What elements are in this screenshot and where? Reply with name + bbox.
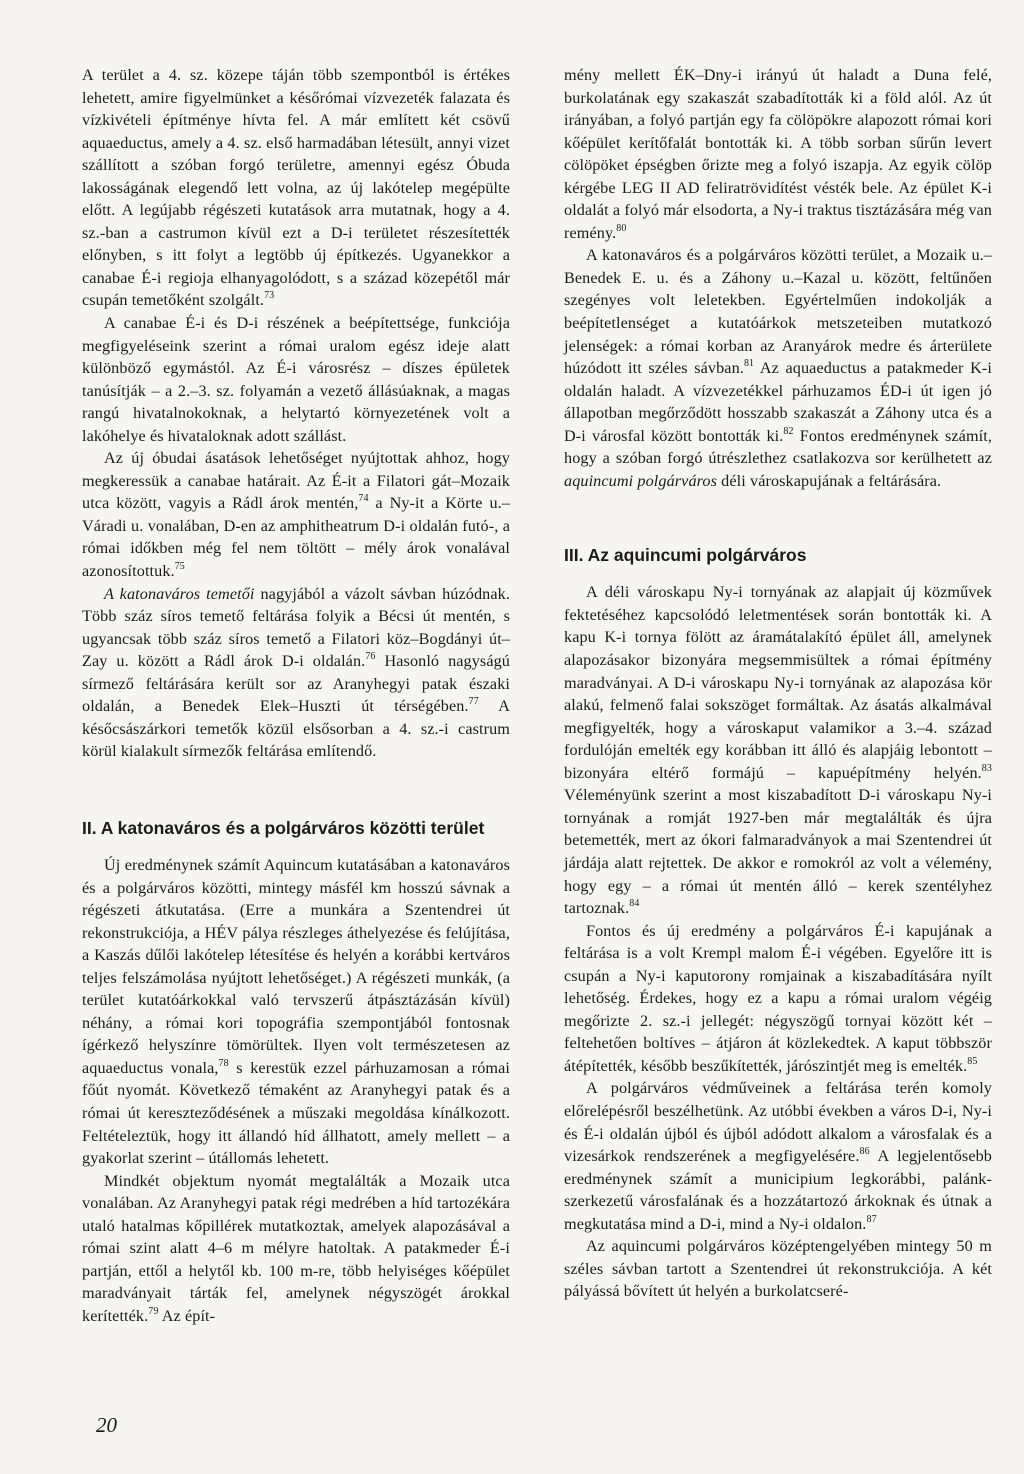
- footnote-ref: 85: [967, 1055, 978, 1067]
- footnote-ref: 76: [365, 651, 376, 663]
- paragraph: A terület a 4. sz. közepe táján több szempontból is értékes lehetett, amire figyelmünket a későrómai vízvezeték falazata és vízkivételi építménye hívta fel. A már említett két csövű aquaeductus, amely a 4. sz. első harmadában létesült, annyi vizet szállított a szóban forgó területre, amennyi egész Óbuda lakosságának elegendő lett volna, az új lakótelep megépülte előtt. A legújabb régészeti kutatások arra mutatnak, hogy a 4. sz.-ban a castrumon kívül ezt a D-i területet részesítették előnyben, s itt folyt a legtöbb új építkezés. Ugyanekkor a canabae É-i regioja elhanyagolódott, s a század közepétől már csupán temetőként szolgált.$^{73}$: [82, 66, 510, 310]
- paragraph: Az aquincumi polgárváros középtengelyében mintegy 50 m széles sávban tartott a Szentendrei út rekonstrukciója. A két pályássá bővített út helyén a burkolatcseré-: [564, 1237, 992, 1301]
- page-number: 20: [96, 1413, 117, 1437]
- section-heading: II. A katonaváros és a polgárváros közötti terület: [82, 817, 485, 838]
- footnote-ref: 82: [783, 425, 794, 437]
- paragraph: A canabae É-i és D-i részének a beépítettsége, funkciója megfigyeléseink szerint a római uralom egész ideje alatt különböző egymástól. Az É-i városrész – díszes épületek tanúsítják – a 2.–3. sz. folyamán a vezető állásúaknak, a magas rangú hivatalnokoknak, a helytartó környezetének volt a lakóhelye és hivataloknak adott szállást.: [82, 314, 510, 445]
- footnote-ref: 81: [743, 358, 755, 370]
- paragraph: A katonaváros és a polgárváros közötti terület, a Mozaik u.–Benedek E. u. és a Záhony u.–Kazal u. között, feltűnően szegényes volt leletekben. Egyértelműen indokolják a beépítetlenséget a kutatóárkok metszeteiben mutatkozó jelenségek: a római korban az Aranyárok medre és árterülete húzódott itt széles sávban.$^{81}$ Az aquaeductus a patakmeder K-i oldalán haladt. A vízvezetékkel párhuzamos ÉD-i út igen jó állapotban megőrződött hosszabb szakaszát a Záhony utca és a D-i városfal között bontották ki.$^{82}$ Fontos eredménynek számít, hogy a szóban forgó útrészlethez csatlakozva sor kerülhetett az aquincumi polgárváros déli városkapujának a feltárására.: [564, 246, 992, 490]
- right-column: [564, 64, 992, 1303]
- paragraph: A polgárváros védműveinek a feltárása terén komoly előrelépésről beszélhetünk. Az utóbbi években a város D-i, Ny-i és É-i oldalán újból és újból adódott alkalom a városfalak és a vizesárkok rendszerének a megfigyelésére.$^{86}$ A legjelentősebb eredménynek számít a municipium legkorábbi, palánk-szerkezetű városfalának és a hozzátartozó árkoknak és útnak a megkutatása mind a D-i, mind a Ny-i oldalon.$^{87}$: [564, 1079, 992, 1233]
- paragraph: Fontos és új eredmény a polgárváros É-i kapujának a feltárása is a volt Krempl malom É-i végében. Egyelőre itt is csupán a Ny-i kaputorony romjainak a kiszabadítására nyílt lehetőség. Érdekes, hogy ez a kapu a római uralom végéig megőrizte 2. sz.-i jellegét: négyszögű tornyai között két – feltehetően boltíves – átjáron át közlekedtek. A kaput többször átépítették, később beszűkítették, járószintjét meg is emelték.$^{85}$: [564, 921, 992, 1075]
- footnote-ref: 79: [148, 1305, 159, 1317]
- footnote-ref: 73: [264, 290, 275, 302]
- footnote-ref: 80: [616, 222, 627, 234]
- paragraph: Mindkét objektum nyomát megtalálták a Mozaik utca vonalában. Az Aranyhegyi patak régi medrében a híd tartozékára utaló hatalmas kőpillérek mutatkoztak, amelyek alapozásával a római szint alatt 4–6 m mélyre hatoltak. A patakmeder É-i partján, ettől a helytől kb. 100 m-re, több helyiséges kőépület maradványait tárták fel, amelynek négyszögét árokkal kerítették.$^{79}$ Az épít-: [82, 1171, 510, 1325]
- paragraph: A déli városkapu Ny-i tornyának az alapjait új közművek fektetéséhez kapcsolódó leletmentések során bontották ki. A kapu K-i tornya fölött az áramátalakító épület áll, amelynek alapozásakor bizonyára megsemmisültek a római építmény maradványai. A D-i városkapu Ny-i tornyának az alapozása kör alakú, felmenő falai sokszöget formáltak. Az ásatás alkalmával megfigyelték, hogy a városkaput valamikor a 3.–4. század fordulóján emelték egy korábban itt álló és alapjáig lebontott –bizonyára eltérő formájú – kapuépítmény helyén.$^{83}$ Véleményünk szerint a most kiszabadított D-i városkapu Ny-i tornyának a romját 1927-ben már megtalálták és újra betemették, mert az ókori falmaradványok a mai Szentendrei út járdája alatt rejtettek. De akkor e romokról az volt a vélemény, hogy egy – a római út mentén álló – kerek szentélyhez tartoznak.$^{84}$: [564, 583, 992, 918]
- paragraph: A katonaváros temetői nagyjából a vázolt sávban húzódnak. Több száz síros temető feltárása folyik a Bécsi út mentén, s ugyancsak több száz síros temető a Filatori köz–Bogdányi út–Zay u. között a Rádl árok D-i oldalán.$^{76}$ Hasonló nagyságú sírmező feltárására került sor az Aranyhegyi patak északi oldalán, a Benedek Elek–Huszti út térségében.$^{77}$ A későcsászárkori temetők közül elsősorban a 4. sz.-i castrum körül kialakult sírmezők feltárása említendő.: [82, 584, 511, 761]
- footnote-ref: 86: [859, 1146, 870, 1158]
- footnote-ref: 78: [218, 1057, 229, 1069]
- paragraph: Az új óbudai ásatások lehetőséget nyújtottak ahhoz, hogy megkeressük a canabae határait. Az É-it a Filatori gát–Mozaik utca között, vagyis a Rádl árok mentén,$^{74}$ a Ny-it a Körte u.–Váradi u. vonalában, D-en az amphitheatrum D-i oldalán futó-, a római időkben még fel nem töltött – mély árok vonalával azonosítottuk.$^{75}$: [82, 449, 510, 581]
- footnote-ref: 74: [358, 493, 369, 505]
- left-column: [82, 64, 510, 1327]
- paragraph: mény mellett ÉK–Dny-i irányú út haladt a Duna felé, burkolatának egy szakaszát szabadították ki a föld alól. Az út irányában, a folyó partján egy fa cölöpökre alapozott római kori kőépület kerítőfalát bontották ki. A több sorban sűrűn levert cölöpöket épségben őrizte meg a folyó iszapja. Az egyik cölöp kérgébe LEG II AD feliratrövidítést vésték bele. Az épület K-i oldalát a folyó már elsodorta, a Ny-i traktus tisztázására még van remény.$^{80}$: [564, 66, 992, 242]
- footnote-ref: 87: [866, 1213, 877, 1225]
- footnote-ref: 77: [468, 696, 479, 708]
- paragraph: Új eredménynek számít Aquincum kutatásában a katonaváros és a polgárváros közötti, mintegy másfél km hosszú sávnak a régészeti átkutatása. (Erre a munkára a Szentendrei út rekonstrukciója, a HÉV pálya részleges áthelyezése és felújítása, a Kaszás dűlői lakótelep létesítése és helyén a korábbi kertváros teljes felszámolása nyújtott lehetőséget.) A régészeti munkák, (a terület kutatóárkokkal való tervszerű átpásztázásán kívül) néhány, a római kori topográfia szempontjából fontosnak ígérkező helyszínre tömörültek. Ilyen volt természetesen az aquaeductus vonala,$^{78}$ s kerestük ezzel párhuzamosan a római főút nyomát. Következő témaként az Aranyhegyi patak és a római út kereszteződésének a műszaki megoldása kínálkozott. Feltételeztük, hogy itt állandó híd állhatott, amely mellett – a gyakorlat szerint – útállomás lehetett.: [82, 855, 510, 1168]
- footnote-ref: 83: [981, 762, 992, 774]
- footnote-ref: 84: [629, 898, 640, 910]
- footnote-ref: 75: [174, 561, 185, 573]
- section-heading: III. Az aquincumi polgárváros: [564, 545, 807, 566]
